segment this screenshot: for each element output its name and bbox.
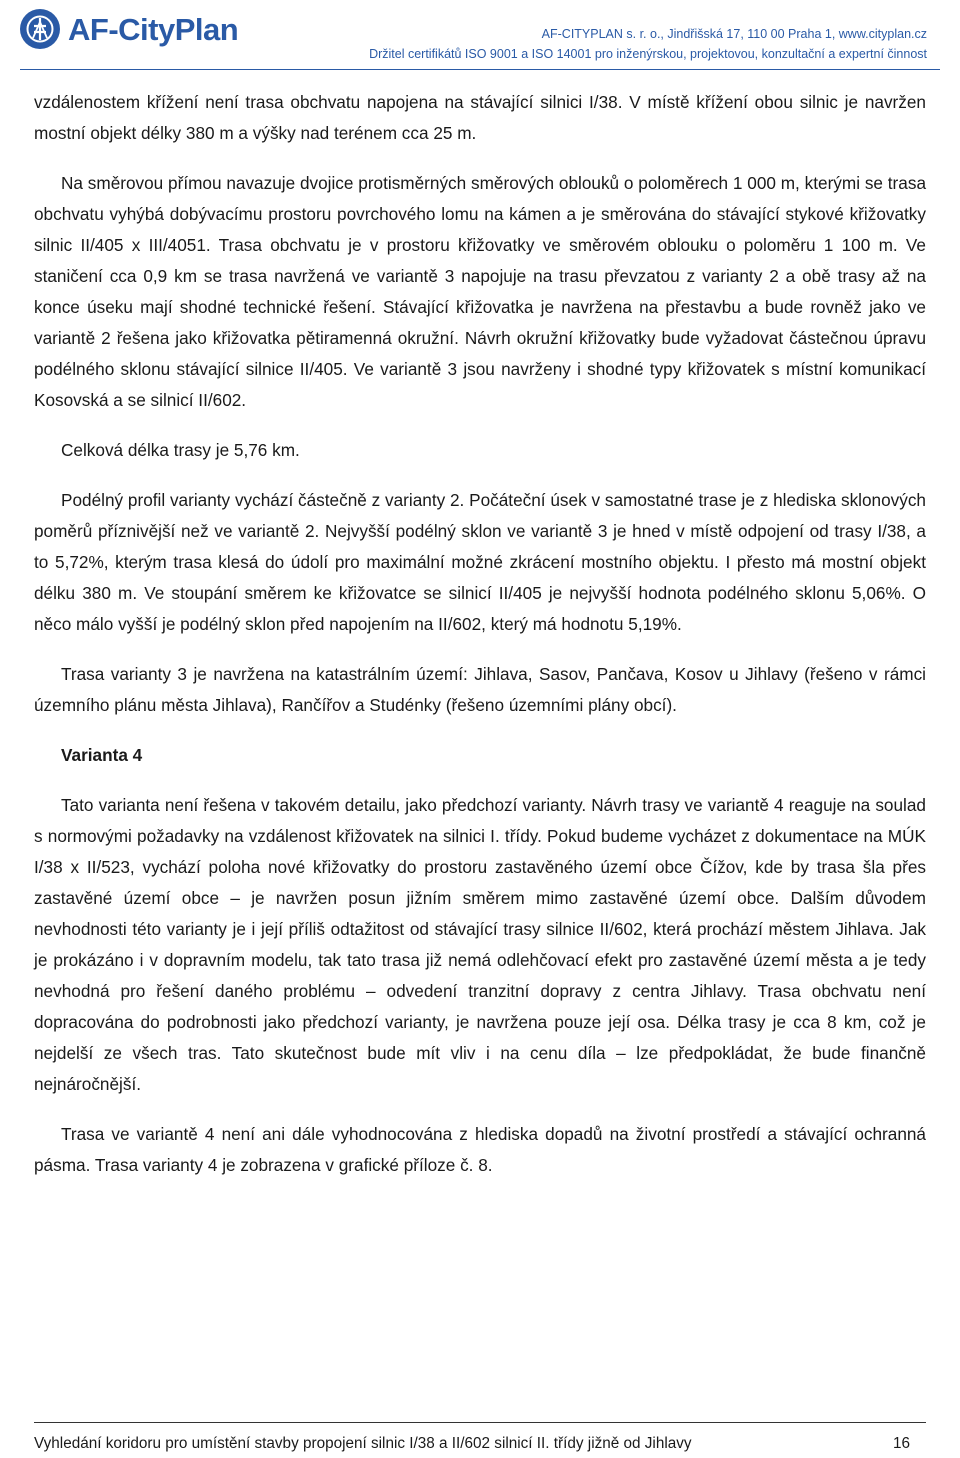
- page-footer: [34, 1434, 926, 1454]
- paragraph-6: Tato varianta není řešena v takovém detailu, jako předchozí varianty. Návrh trasy ve variantě 4 reaguje na soulad s normovými požadavky na vzdálenost křižovatek na silnici I. třídy. Pokud budeme vycházet z dokumentace na MÚK I/38 x II/523, vychází poloha nové křižovatky do prostoru zastavěného území obce Čížov, kde by trasa šla přes zastavěné území obce – je navržen posun jižním směrem mimo zastavěné území obce. Dalším důvodem nevhodnosti této varianty je i její příliš odtažitost od stávající trasy silnice II/602, která prochází městem Jihlava. Jak je prokázáno i v dopravním modelu, tak tato trasa již nemá odlehčovací efekt pro zastavěné území města a je tedy nevhodná pro řešení daného problému – odvedení tranzitní dopravy z centra Jihlavy. Trasa obchvatu není dopracována do podrobnosti jako předchozí varianty, je navržena pouze její osa. Délka trasy je cca 8 km, což je nejdelší ze všech tras. Tato skutečnost bude mít vliv i na cenu díla – lze předpokládat, že bude finančně nejnáročnější.: [34, 795, 926, 1094]
- footer-title: Vyhledání koridoru pro umístění stavby propojení silnic I/38 a II/602 silnicí II. třídy jižně od Jihlavy: [34, 1435, 692, 1452]
- page-number: 16: [892, 1435, 910, 1452]
- company-logo: [20, 9, 238, 49]
- company-certification: Držitel certifikátů ISO 9001 a ISO 14001 pro inženýrskou, projektovou, konzultační a expertní činnost: [369, 47, 927, 61]
- document-body: [34, 87, 926, 1200]
- paragraph-4: Podélný profil varianty vychází částečně z varianty 2. Počáteční úsek v samostatné trase je z hlediska sklonových poměrů příznivější než ve variantě 2. Nejvyšší podélný sklon ve variantě 3 je hned v místě odpojení od trasy I/38, a to 5,72%, kterým trasa klesá do údolí pro maximální možné zkrácení mostního objektu. I přesto má mostní objekt délku 380 m. Ve stoupání směrem ke křižovatce se silnicí II/405 je nejvyšší hodnota podélného sklonu 5,06%. O něco málo vyšší je podélný sklon před napojením na II/602, který má hodnotu 5,19%.: [34, 490, 926, 634]
- header-divider: [20, 69, 940, 70]
- logo-text: AF-CityPlan: [68, 11, 239, 47]
- paragraph-1: vzdálenostem křížení není trasa obchvatu napojena na stávající silnici I/38. V místě křížení obou silnic je navržen mostní objekt délky 380 m a výšky nad terénem cca 25 m.: [34, 92, 926, 143]
- footer-divider: [34, 1422, 926, 1423]
- paragraph-5: Trasa varianty 3 je navržena na katastrálním území: Jihlava, Sasov, Pančava, Kosov u Jihlavy (řešeno v rámci územního plánu města Jihlava), Rančířov a Studénky (řešeno územními plány obcí).: [34, 664, 926, 715]
- section-heading: Varianta 4: [61, 745, 143, 765]
- paragraph-2: Na směrovou přímou navazuje dvojice protisměrných směrových oblouků o poloměrech 1 000 m, kterými se trasa obchvatu vyhýbá dobývacímu prostoru povrchového lomu na kámen a je směrována do stávající stykové křižovatky silnic II/405 x III/4051. Trasa obchvatu je v prostoru křižovatky ve směrovém oblouku o poloměru 1 100 m. Ve staničení cca 0,9 km se trasa navržená ve variantě 3 napojuje na trasu převzatou z varianty 2 a obě trasy až na konce úseku mají shodné technické řešení. Stávající křižovatka je navržena na přestavbu a bude rovněž jako ve variantě 2 řešena jako křižovatka pětiramenná okružní. Návrh okružní křižovatky bude vyžadovat částečnou úpravu podélného sklonu stávající silnice II/405. Ve variantě 3 jsou navrženy i shodné typy křižovatek s místní komunikací Kosovská a se silnicí II/602.: [34, 173, 926, 410]
- logo-emblem-icon: [20, 9, 60, 49]
- company-info: [369, 24, 927, 64]
- paragraph-7: Trasa ve variantě 4 není ani dále vyhodnocována z hlediska dopadů na životní prostředí a stávající ochranná pásma. Trasa varianty 4 je zobrazena v grafické příloze č. 8.: [34, 1124, 926, 1175]
- paragraph-3: Celková délka trasy je 5,76 km.: [61, 440, 300, 460]
- company-address: AF-CITYPLAN s. r. o., Jindřišská 17, 110 00 Praha 1, www.cityplan.cz: [541, 27, 927, 41]
- page-header: [0, 0, 960, 68]
